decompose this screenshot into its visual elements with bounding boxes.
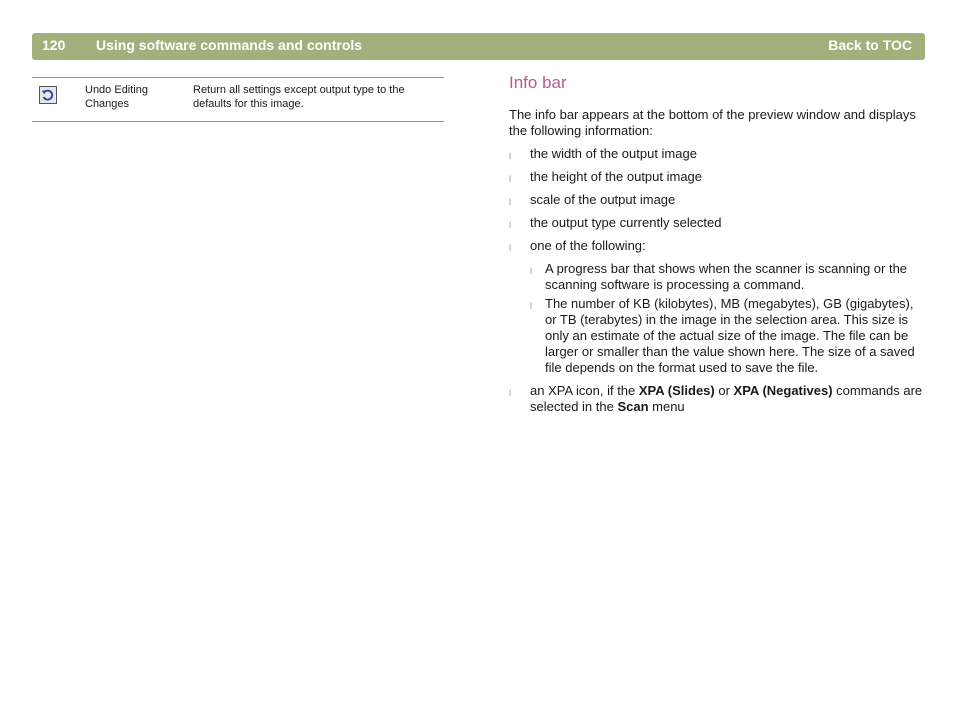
- bullet-icon: l: [530, 301, 532, 311]
- sub-list: [530, 261, 925, 376]
- back-to-toc-link[interactable]: Back to TOC: [828, 37, 912, 53]
- bullet-icon: l: [509, 220, 511, 230]
- page-header: [32, 33, 925, 60]
- list-item: l the height of the output image: [509, 169, 925, 185]
- undo-editing-icon: [39, 86, 57, 104]
- scan-menu-name: Scan: [617, 399, 649, 414]
- bullet-icon: l: [530, 266, 532, 276]
- sub-list-item: l The number of KB (kilobytes), MB (megabytes), GB (gigabytes), or TB (terabytes) in the image in the selection area. This size is only an estimate of the actual size of the image. The file can be larger or smaller than the value shown here. The size of a saved file depends on the format used to save the file.: [530, 296, 915, 375]
- list-item: l scale of the output image: [509, 192, 925, 208]
- list-item: l an XPA icon, if the XPA (Slides) or XPA (Negatives) commands are selected in the Scan menu: [509, 383, 923, 414]
- page-number: 120: [42, 37, 66, 53]
- list-item: l the width of the output image: [509, 146, 925, 162]
- bullet-icon: l: [509, 151, 511, 161]
- list-item: l the output type currently selected: [509, 215, 925, 231]
- page-title: Using software commands and controls: [96, 37, 363, 53]
- command-table: [32, 77, 444, 122]
- bullet-icon: l: [509, 174, 511, 184]
- command-name: Undo Editing Changes: [85, 84, 148, 110]
- bullet-icon: l: [509, 388, 511, 398]
- bullet-icon: l: [509, 197, 511, 207]
- bullet-icon: l: [509, 243, 511, 253]
- xpa-slides-command: XPA (Slides): [638, 383, 715, 398]
- info-list: [509, 146, 925, 415]
- section-heading: Info bar: [509, 73, 567, 92]
- sub-list-item: l A progress bar that shows when the scanner is scanning or the scanning software is processing a command.: [530, 261, 908, 292]
- list-item: l one of the following: l A progress bar that shows when the scanner is scanning or the scanning software is processing a command. l The number of KB (kilobytes), MB (megabytes), GB (gigabytes), or TB (terabytes) in the image in the selection area. This size is only an estimate of the actual size of the image. The file can be larger or smaller than the value shown here. The size of a saved file depends on the format used to save the file.: [509, 238, 925, 376]
- info-bar-section: [509, 72, 925, 422]
- intro-paragraph: The info bar appears at the bottom of the preview window and displays the following information:: [509, 107, 916, 138]
- xpa-negatives-command: XPA (Negatives): [733, 383, 833, 398]
- command-description: Return all settings except output type to the defaults for this image.: [193, 84, 405, 110]
